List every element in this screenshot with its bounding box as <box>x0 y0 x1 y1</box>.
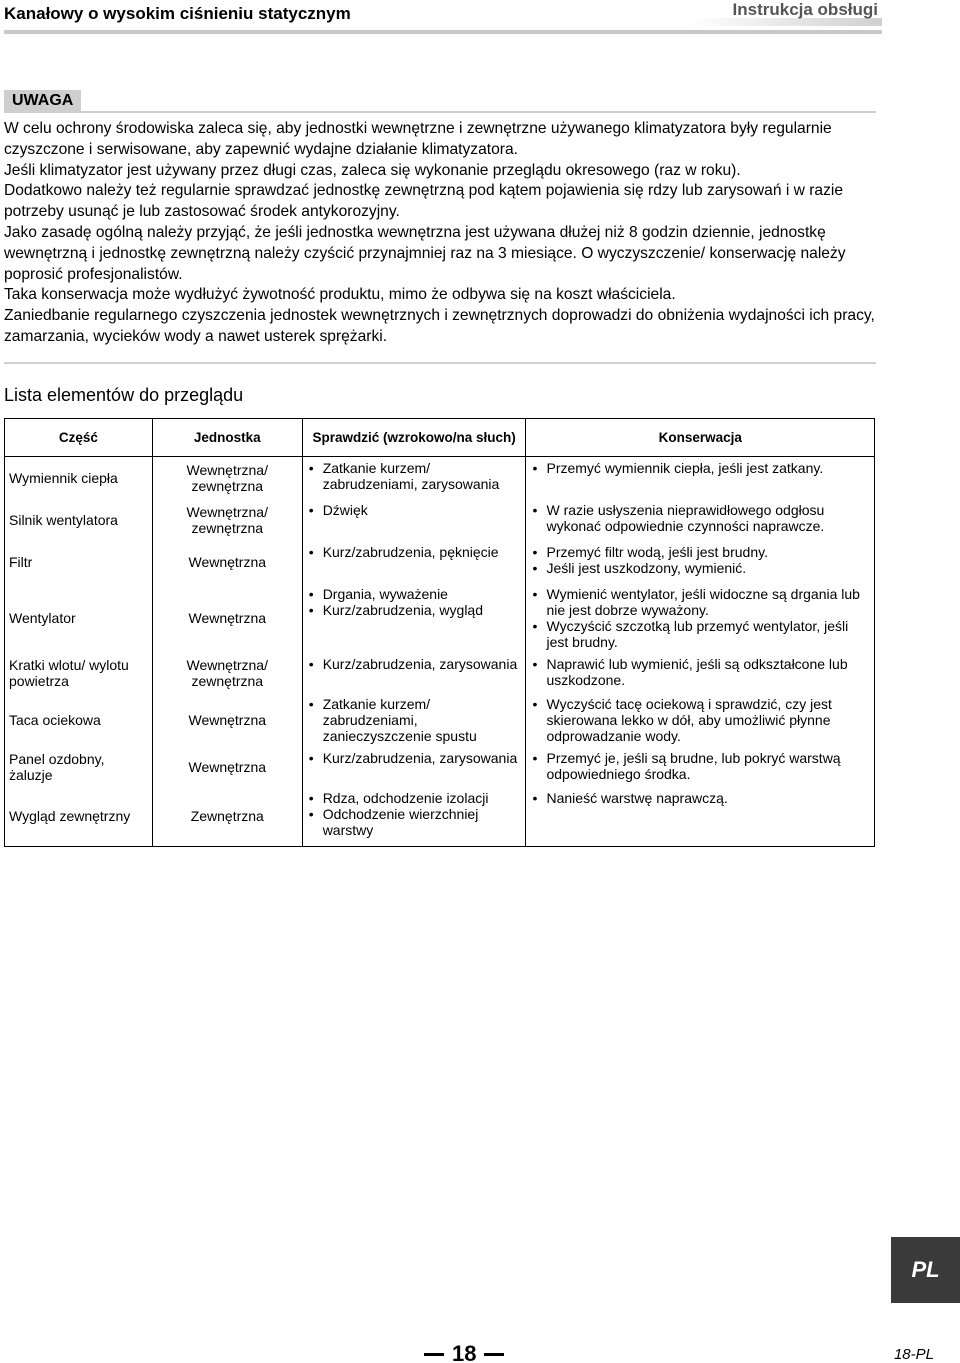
maintenance-item: • Wymienić wentylator, jeśli widoczne są drgania lub nie jest dobrze wyważony. <box>532 586 870 618</box>
check-item: • Drgania, wyważenie <box>309 586 522 602</box>
page-number <box>416 1341 512 1363</box>
warning-paragraph: Zaniedbanie regularnego czyszczenia jednostek wewnętrznych i zewnętrznych doprowadzi do obniżenia wydajności ich pracy, zamarzania, wycieków wody a nawet usterek sprężarki. <box>4 307 875 345</box>
cell-part: Wymiennik ciepła <box>5 457 153 499</box>
check-list <box>309 750 522 766</box>
header-check: Sprawdzić (wzrokowo/na słuch) <box>302 419 526 457</box>
warning-title: UWAGA <box>4 90 81 111</box>
check-item: • Zatkanie kurzem/ zabrudzeniami, zarysowania <box>309 460 522 492</box>
check-list <box>309 656 522 672</box>
table-row <box>5 541 875 583</box>
table-body <box>5 457 875 847</box>
cell-check <box>302 787 526 847</box>
maintenance-list <box>532 586 870 650</box>
table-header-row <box>5 419 875 457</box>
cell-part: Wentylator <box>5 583 153 653</box>
cell-check <box>302 747 526 787</box>
maintenance-list <box>532 460 870 476</box>
cell-unit: Wewnętrzna <box>152 747 302 787</box>
cell-check <box>302 693 526 747</box>
cell-unit: Wewnętrzna/ zewnętrzna <box>152 457 302 499</box>
check-item: • Rdza, odchodzenie izolacji <box>309 790 522 806</box>
table-row <box>5 787 875 847</box>
cell-part: Kratki wlotu/ wylotu powietrza <box>5 653 153 693</box>
cell-part: Wygląd zewnętrzny <box>5 787 153 847</box>
maintenance-item: • Przemyć wymiennik ciepła, jeśli jest zatkany. <box>532 460 870 476</box>
maintenance-list <box>532 750 870 782</box>
cell-maintenance <box>526 787 875 847</box>
section-title: Lista elementów do przeglądu <box>4 385 244 405</box>
maintenance-list <box>532 502 870 534</box>
cell-part: Panel ozdobny, żaluzje <box>5 747 153 787</box>
cell-maintenance <box>526 693 875 747</box>
document-title: Kanałowy o wysokim ciśnieniu statycznym <box>4 4 351 23</box>
maintenance-item: • Przemyć je, jeśli są brudne, lub pokryć warstwą odpowiedniego środka. <box>532 750 870 782</box>
table-row <box>5 457 875 499</box>
maintenance-item: • Jeśli jest uszkodzony, wymienić. <box>532 560 870 576</box>
header-part: Część <box>5 419 153 457</box>
cell-check <box>302 541 526 583</box>
table-row <box>5 653 875 693</box>
cell-maintenance <box>526 653 875 693</box>
warning-bottom-rule <box>4 362 876 364</box>
language-badge: PL <box>891 1237 960 1303</box>
maintenance-item: • Nanieść warstwę naprawczą. <box>532 790 870 806</box>
cell-unit: Wewnętrzna/ zewnętrzna <box>152 653 302 693</box>
header-unit: Jednostka <box>152 419 302 457</box>
check-item: • Dźwięk <box>309 502 522 518</box>
cell-check <box>302 583 526 653</box>
maintenance-list <box>532 544 870 576</box>
maintenance-item: • W razie usłyszenia nieprawidłowego odgłosu wykonać odpowiednie czynności naprawcze. <box>532 502 870 534</box>
check-item: • Zatkanie kurzem/ zabrudzeniami, zanieczyszczenie spustu <box>309 696 522 744</box>
check-list <box>309 790 522 838</box>
cell-part: Taca ociekowa <box>5 693 153 747</box>
cell-maintenance <box>526 747 875 787</box>
dash-right <box>484 1353 504 1356</box>
maintenance-list <box>532 790 870 806</box>
warning-paragraph: Jeśli klimatyzator jest używany przez długi czas, zaleca się wykonanie przeglądu okresowego (raz w roku). <box>4 161 741 179</box>
table-row <box>5 583 875 653</box>
cell-maintenance <box>526 541 875 583</box>
inspection-table <box>4 418 875 847</box>
page-number-text: 18 <box>452 1341 477 1363</box>
manual-title: Instrukcja obsługi <box>732 0 878 19</box>
warning-paragraph: Jako zasadę ogólną należy przyjąć, że jeśli jednostka wewnętrzna jest używana dłużej niż 8 godzin dziennie, jednostkę wewnętrzną i jednostkę zewnętrzną należy czyścić przynajmniej raz na 3 miesiące. O wyczyszczenie/ konserwację należy poprosić profesjonalistów. <box>4 223 846 283</box>
cell-maintenance <box>526 499 875 541</box>
cell-check <box>302 457 526 499</box>
check-list <box>309 696 522 744</box>
page-label: 18-PL <box>893 1346 934 1363</box>
warning-paragraph: Taka konserwacja może wydłużyć żywotność produktu, mimo że odbywa się na koszt właściciela. <box>4 286 676 304</box>
cell-part: Filtr <box>5 541 153 583</box>
header-rule <box>4 30 882 34</box>
cell-maintenance <box>526 583 875 653</box>
check-item: • Kurz/zabrudzenia, pęknięcie <box>309 544 522 560</box>
check-list <box>309 460 522 492</box>
maintenance-item: • Wyczyścić tacę ociekową i sprawdzić, czy jest skierowana lekko w dół, aby umożliwić płynne odprowadzanie wody. <box>532 696 870 744</box>
cell-unit: Wewnętrzna <box>152 583 302 653</box>
warning-box <box>4 90 876 348</box>
cell-check <box>302 499 526 541</box>
table-row <box>5 747 875 787</box>
check-item: • Kurz/zabrudzenia, wygląd <box>309 602 522 618</box>
maintenance-item: • Wyczyścić szczotką lub przemyć wentylator, jeśli jest brudny. <box>532 618 870 650</box>
warning-text <box>4 119 876 348</box>
check-list <box>309 586 522 618</box>
cell-unit: Wewnętrzna <box>152 541 302 583</box>
check-item: • Kurz/zabrudzenia, zarysowania <box>309 656 522 672</box>
cell-unit: Wewnętrzna <box>152 693 302 747</box>
warning-paragraph: Dodatkowo należy też regularnie sprawdzać jednostkę zewnętrzną pod kątem pojawienia się rdzy lub zarysowań i w razie potrzeby usunąć je lub zastosować środek antykorozyjny. <box>4 182 844 221</box>
maintenance-item: • Naprawić lub wymienić, jeśli są odkształcone lub uszkodzone. <box>532 656 870 688</box>
maintenance-item: • Przemyć filtr wodą, jeśli jest brudny. <box>532 544 870 560</box>
maintenance-list <box>532 656 870 688</box>
cell-maintenance <box>526 457 875 499</box>
check-list <box>309 544 522 560</box>
check-item: • Odchodzenie wierzchniej warstwy <box>309 806 522 838</box>
cell-unit: Wewnętrzna/ zewnętrzna <box>152 499 302 541</box>
maintenance-list <box>532 696 870 744</box>
warning-rule <box>4 111 876 113</box>
table-row <box>5 499 875 541</box>
dash-left <box>424 1353 444 1356</box>
check-list <box>309 502 522 518</box>
warning-paragraph: W celu ochrony środowiska zaleca się, aby jednostki wewnętrzne i zewnętrzne używanego klimatyzatora były regularnie czyszczone i serwisowane, aby zapewnić wydajne działanie klimatyzatora. <box>4 120 832 158</box>
page-header <box>0 0 960 36</box>
cell-check <box>302 653 526 693</box>
header-maintenance: Konserwacja <box>526 419 875 457</box>
cell-part: Silnik wentylatora <box>5 499 153 541</box>
cell-unit: Zewnętrzna <box>152 787 302 847</box>
check-item: • Kurz/zabrudzenia, zarysowania <box>309 750 522 766</box>
table-row <box>5 693 875 747</box>
